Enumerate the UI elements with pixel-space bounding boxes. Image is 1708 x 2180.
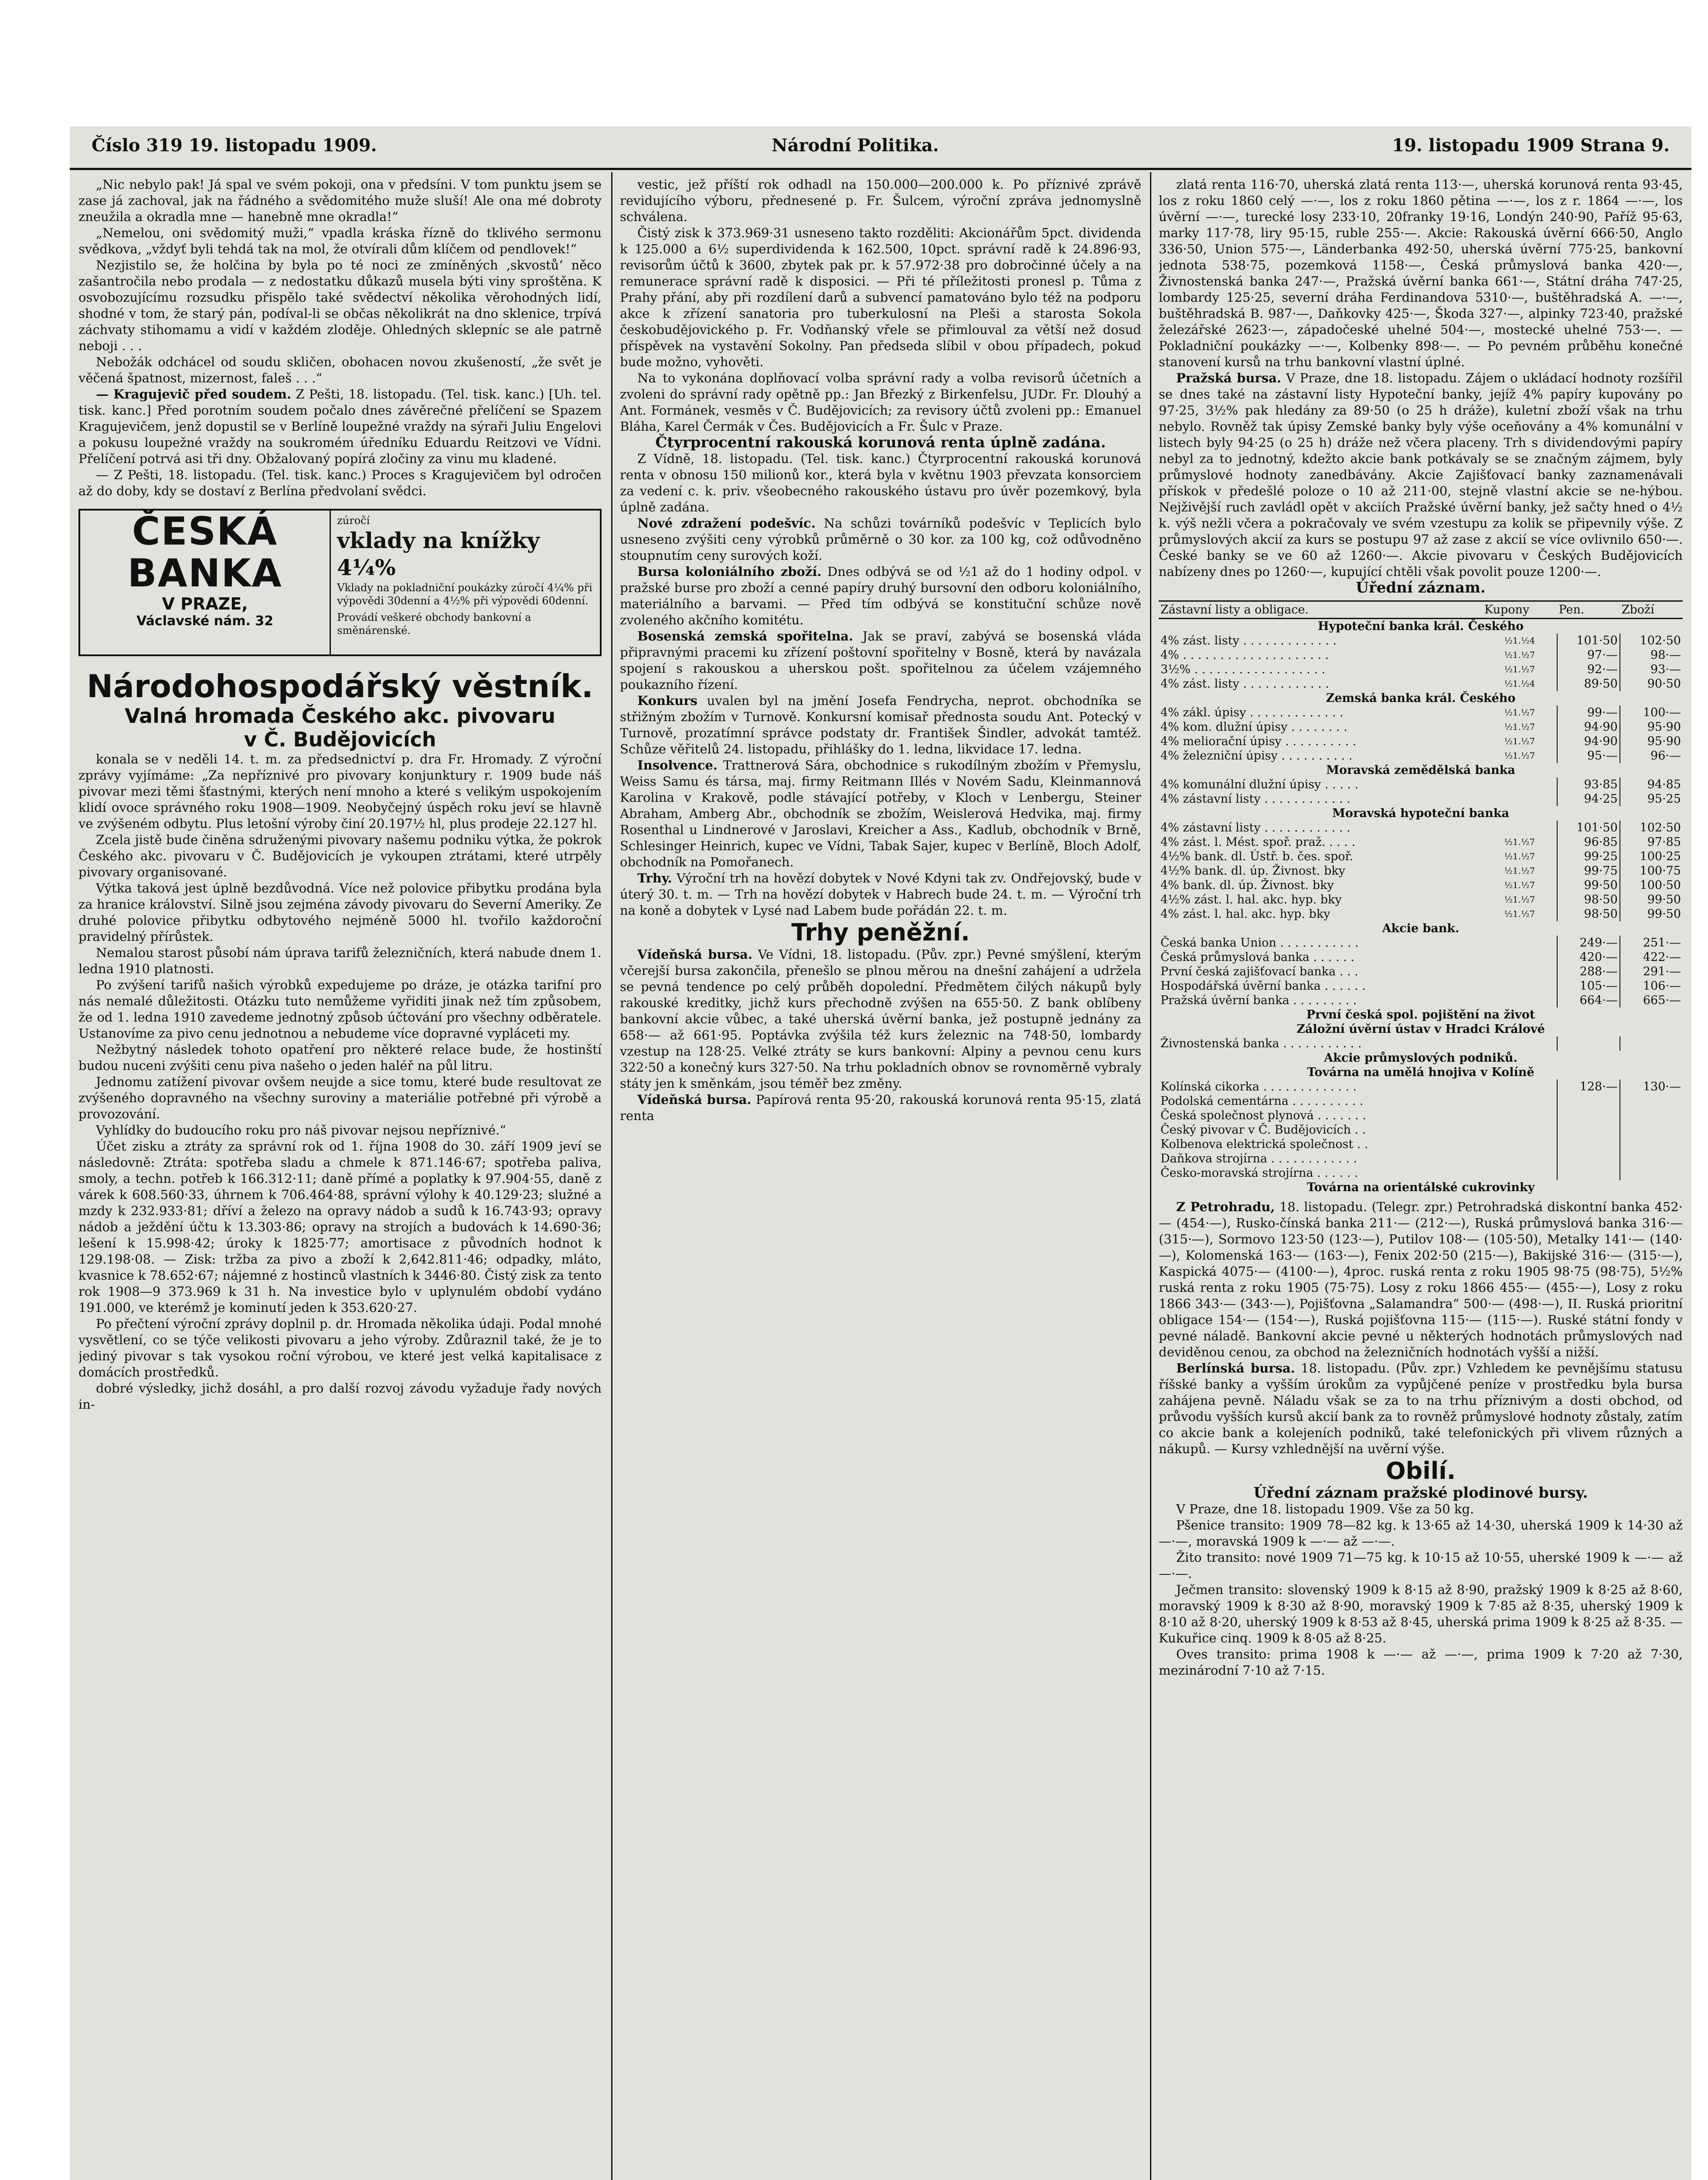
table-cell-value: 99·— <box>1557 705 1620 720</box>
table-cell-value: ½1.½7 <box>1504 865 1535 876</box>
table-cell-name: Pražská úvěrní banka . . . . . . . . . <box>1160 994 1357 1007</box>
news-text: — Z Pešti, 18. listopadu. (Tel. tisk. kanc.) Proces s Kragujevičem byl odročen až do doby, kdy se dostaví z Berlína předvolaní svědci. <box>78 467 602 498</box>
table-row <box>1159 821 1683 835</box>
news-heading: Pražská bursa. <box>1176 371 1282 385</box>
table-cell-value: 96·— <box>1620 749 1683 763</box>
page-number-date: 19. listopadu 1909 Strana 9. <box>1392 135 1670 156</box>
ad-line: Vklady na pokladniční poukázky zúročí 4¼% při výpovědi 30denní a 4½% při výpovědi 60denní. <box>337 582 592 607</box>
article-paragraph: Nemalou starost působí nám úprava tarifů železničních, která nabude dnem 1. ledna 1910 platnosti. <box>78 945 602 976</box>
table-cell-name: Záložní úvěrní ústav v Hradci Králové <box>1296 1022 1545 1036</box>
section-title: Obilí. <box>1385 1457 1456 1485</box>
section-title: Národohospodářský věstník. <box>87 668 593 705</box>
exchange-rates-table <box>1159 600 1683 1195</box>
table-cell-name: Česko-moravská strojírna . . . . . . <box>1160 1166 1358 1180</box>
table-cell-name: 4½% bank. dl. úp. Živnost. bky <box>1160 864 1345 878</box>
table-cell-value: 106·— <box>1620 979 1683 993</box>
table-row <box>1159 705 1683 720</box>
table-row <box>1159 1137 1683 1151</box>
article-paragraph: Ječmen transito: slovenský 1909 k 8·15 až 8·90, pražský 1909 k 8·25 až 8·60, moravský 1909 k 8·30 až 8·90, moravský 1909 k 7·85 až 8·35, uherský 1909 k 8·10 až 8·20, uherský 1909 k 8·53 až 8·45, uherská prima 1909 k 8·25 až 8·35. — Kukuřice cinq. 1909 k 8·05 až 8·25. <box>1159 1582 1683 1645</box>
table-cell-value: 420·— <box>1557 950 1620 964</box>
column-2 <box>620 177 1141 2180</box>
article-paragraph: Čistý zisk k 373.969·31 usneseno takto rozděliti: Akcionářům 5pct. dividenda k 125.000 a 6½ superdividenda k 162.500, 10pct. správní radě k 24.896·93, revisorům účtů k 3600, zbytek pak pr. k 57.972·38 pro dobročinné účely a na remunerace správní radě k disposici. — Při té příležitosti pronesl p. Tůma z Prahy přání, aby při rozdílení darů a subvencí pamatováno bylo též na podporu akce k zřízení sanatoria pro tuberkulosní na Pleši a starosta Sokola českobudějovického p. Fr. Vodňanský vřele se přimlouval za větší než dosud příspěvek na vystavění Sokolny. Pan předseda slíbil v obou případech, pokud bude možno, vyhověti. <box>620 225 1141 369</box>
table-row <box>1159 892 1683 907</box>
news-text: Z Pešti, 18. listopadu. (Tel. tisk. kanc.) [Uh. tel. tisk. kanc.] Před porotním soudem počalo dnes závěrečné přelíčení se Spazem Kragujevičem, jenž dopustil se v Berlíně loupežné vraždy na sýraři Juliu Engelovi a pokusu loupežné vraždy na soukromém úředníku Eduardu Reitzovi ve Vídni. Přelíčení potrvá asi tři dny. Obžalovaný popírá zločiny za vinu mu kladené. <box>78 387 602 466</box>
table-title: Úřední záznam. <box>1356 579 1486 596</box>
table-cell-value: 98·50 <box>1557 907 1620 921</box>
news-text: Na schůzi továrníků podešvíc v Teplicích bylo usneseno zvýšiti ceny výrobků průměrně o 30 kor. za 100 kg, což odůvodněno stoupnutím ceny surových koží. <box>620 516 1141 563</box>
table-cell-name: Hospodářská úvěrní banka . . . . . . <box>1160 979 1366 993</box>
news-heading: Vídeňská bursa. <box>637 1092 752 1107</box>
table-row <box>1159 1094 1683 1108</box>
table-header: Zboží <box>1620 601 1683 619</box>
table-cell-value: 97·— <box>1557 648 1620 662</box>
table-header: Zástavní listy a obligace. <box>1159 601 1483 619</box>
table-cell-value: 94·90 <box>1557 734 1620 749</box>
table-cell-value: 128·— <box>1557 1080 1620 1094</box>
news-text: Papírová renta 95·20, rakouská korunová renta 95·15, zlatá renta <box>620 1092 1141 1123</box>
article-paragraph: Žito transito: nové 1909 71—75 kg. k 10·15 až 10·55, uherské 1909 k —·— až —·—. <box>1159 1550 1683 1581</box>
table-cell-value: ½1.½7 <box>1504 664 1535 674</box>
news-text: Jak se praví, zabývá se bosenská vláda připravnými pracemi ku zřízení poštovní spořitelny v Bosně, která by navázala spojení s rakouskou a uherskou pošt. spořitelnou za účelem vzájemného poukazního řízení. <box>620 629 1141 692</box>
article-title: Úřední záznam pražské plodinové bursy. <box>1253 1484 1588 1502</box>
ad-line: zúročí <box>337 514 370 527</box>
table-row <box>1159 979 1683 993</box>
table-cell-name: 4% zástavní listy . . . . . . . . . . . . <box>1160 821 1351 835</box>
table-cell-name: 4% zást. l. hal. akc. hyp. bky <box>1160 907 1330 921</box>
table-cell-value: 95·90 <box>1620 734 1683 749</box>
page-header <box>92 135 1670 166</box>
table-cell-value: 98·50 <box>1557 892 1620 907</box>
article-paragraph: Na to vykonána doplňovací volba správní rady a volba revisorů účetních a zvoleni do správní rady opětně pp.: Jan Březký z Birkenfelsu, JUDr. Fr. Dlouhý a Ant. Formánek, vesměs v Č. Budějovicích; za revisory účtů zvoleni pp.: Emanuel Bláha, Karel Čermák v Čes. Budějovicích a Fr. Šulc v Praze. <box>620 371 1141 434</box>
table-row <box>1159 921 1683 936</box>
header-rule <box>70 168 1691 170</box>
table-cell-value: 249·— <box>1557 936 1620 950</box>
article-title: Valná hromada Českého akc. pivovaru <box>124 704 556 728</box>
table-row <box>1159 777 1683 792</box>
table-cell-value <box>1483 1036 1557 1051</box>
table-row <box>1159 763 1683 777</box>
article-subtitle: v Č. Budějovicích <box>244 728 436 751</box>
table-cell-value: 98·— <box>1620 648 1683 662</box>
news-heading: Berlínská bursa. <box>1176 1361 1295 1376</box>
table-cell-name: 4½% bank. dl. Ústř. b. čes. spoř. <box>1160 850 1354 863</box>
column-rule-1 <box>611 172 612 2180</box>
table-cell-value: 100·75 <box>1620 864 1683 878</box>
ad-text <box>331 511 600 654</box>
table-cell-name: Živnostenská banka . . . . . . . . . . . <box>1160 1037 1362 1050</box>
table-cell-value: 99·25 <box>1557 849 1620 864</box>
table-cell-name: 4% meliorační úpisy . . . . . . . . . . <box>1160 735 1357 748</box>
table-cell-value: ½1.½4 <box>1504 635 1535 646</box>
table-cell-value: 105·— <box>1557 979 1620 993</box>
table-row <box>1159 1022 1683 1036</box>
table-body <box>1159 619 1683 1195</box>
table-row <box>1159 648 1683 662</box>
news-text: Z Vídně, 18. listopadu. (Tel. tisk. kanc.) Čtyrprocentní rakouská korunová renta v obnosu 150 milionů kor., která byla v květnu 1903 převzata konsorciem za vedení c. k. priv. všeobecného rakouského ústavu pro úvěr pozemkový, byla úplně zadána. <box>620 451 1141 514</box>
table-cell-value: 664·— <box>1557 993 1620 1008</box>
table-cell-value: ½1.½7 <box>1504 880 1535 890</box>
article-paragraph: Nebožák odchácel od soudu skličen, obohacen novou zkušeností, „že svět je věčená špatnost, mizernost, faleš . . .“ <box>78 354 602 385</box>
news-heading: Konkurs <box>637 693 697 708</box>
news-text: Dnes odbývá se od ½1 až do 1 hodiny odpol. v pražské burse pro zboží a cenné papíry druhý bursovní den odboru koloniálního, materiálního a barvami. — Před tím odbývá se konstituční schůze nově zvoleného akčního komitétu. <box>620 564 1141 627</box>
table-cell-name: Zemská banka král. Českého <box>1326 691 1516 705</box>
logo-word-2: BANKA <box>127 551 282 596</box>
table-cell-name: První česká zajišťovací banka . . . <box>1160 965 1358 978</box>
table-cell-value: 94·25 <box>1557 792 1620 806</box>
table-cell-name: Akcie průmyslových podniků. <box>1324 1051 1517 1065</box>
table-cell-value <box>1557 1137 1620 1151</box>
table-cell-value: 89·50 <box>1557 677 1620 691</box>
logo-city: V PRAZE, <box>162 594 248 613</box>
table-cell-value: 93·— <box>1620 662 1683 677</box>
table-cell-value <box>1483 979 1557 993</box>
table-row <box>1159 734 1683 749</box>
article-paragraph: zlatá renta 116·70, uherská zlatá renta 113·—, uherská korunová renta 93·45, los z roku 1860 celý —·—, los z roku 1860 pětina —·—, los z r. 1864 —·—, los úvěrní —·—, turecké losy 233·10, 20franky 19·16, Londýn 240·90, Paříž 95·63, marky 117·78, liry 95·15, ruble 255·—. Akcie: Rakouská úvěrní 666·50, Anglo 336·50, Union 575·—, Länderbanka 492·50, uherská úvěrní 775·25, bankovní jednota 538·75, pozemková 1158·—, Česká průmyslová banka 420·—, Živnostenská banka 247·—, Pražská úvěrní banka 661·—, Státní dráha 747·25, lombardy 125·25, severní dráha Ferdinandova 5310·—, buštěhradská A. —·—, buštěhradská B. 987·—, Daňkovky 425·—, Škoda 327·—, alpinky 723·40, pražské železářské 2623·—, západočeské uhelné 504·—, mostecké uhelné 753·—. — Pokladniční poukázky —·—, Kolbenky 898·—. — Po pevném průběhu konečné stanovení kursů na trhu bankovní vlastní úplné. <box>1159 177 1683 369</box>
ad-headline: vklady na knížky 4¼% <box>337 528 540 580</box>
table-cell-value <box>1620 1094 1683 1108</box>
table-cell-name: Moravská zemědělská banka <box>1326 763 1515 777</box>
article-paragraph: Jednomu zatížení pivovar ovšem neujde a sice tomu, které bude resultovat ze zvýšeného dopravného na všechny suroviny a materiálie potřebné při výrobě a provozování. <box>78 1074 602 1121</box>
table-cell-value <box>1620 1166 1683 1180</box>
news-text: 18. listopadu. (Telegr. zpr.) Petrohradská diskontní banka 452·— (454·—), Rusko-čínská banka 211·— (212·—), Ruská průmyslová banka 316·— (315·—), Sormovo 123·50 (123·—), Putilov 108·— (105·50), Metalky 141·— (140·—), Kolomenská 163·— (163·—), Fenix 202·50 (215·—), Bakijské 316·— (315·—), Kaspická 4075·— (4100·—), 4proc. ruská renta z roku 1905 98·75 (98·75), 5½% ruská renta z roku 1905 (75·75). Losy z roku 1866 455·— (455·—), Losy z roku 1866 343·— (343·—), Pojišťovna „Salamandra“ 500·— (498·—), II. Ruská prioritní obligace 154·— (154·—), Ruská pojišťovna 115·— (115·—). Ruské státní fondy v pevné náladě. Bankovní akcie pevné u některých hodnotách průmyslových nad deviděnou cenou, za obchod na železničních hodnotách vyšší a nižší. <box>1159 1199 1683 1359</box>
ceska-banka-advertisement <box>78 509 602 656</box>
table-cell-value <box>1483 1151 1557 1166</box>
news-text: Ve Vídni, 18. listopadu. (Pův. zpr.) Pevné smýšlení, kterým včerejší bursa zakončila, přenešlo se plnou měrou na dnešní zahájení a udržela se pevná tendence po celý průběh dopolední. Předmětem čilých nákupů byly rakouské kreditky, jichž kurs přechodně zvýšen na 655·50. Z bank oblíbeny bankovní akcie vůbec, a také uherská úvěrní banka, jež postupně jednány za 658·— až 661·95. Poptávka zvýšila též kurs železnic na 748·50, lombardy vzestup na 128·25. Velké ztráty se kurs bankovní: Alpiny a pevnou cenu kurs 322·50 a konečný kurs 327·50. Na trhu pokladních obnov se rovnoměrně vybraly státy jen k směnkám, jsou téměř bez změny. <box>620 947 1141 1091</box>
article-paragraph: Oves transito: prima 1908 k —·— až —·—, prima 1909 k 7·20 až 7·30, mezinárodní 7·10 až 7·15. <box>1159 1647 1683 1678</box>
table-cell-name: 4% komunální dlužní úpisy . . . . . <box>1160 778 1359 791</box>
table-row <box>1159 662 1683 677</box>
masthead-title: Národní Politika. <box>772 135 939 156</box>
table-cell-value: ½1.½7 <box>1504 909 1535 919</box>
table-cell-value <box>1620 1036 1683 1051</box>
table-cell-name: 4% zást. listy . . . . . . . . . . . . <box>1160 677 1329 691</box>
table-row <box>1159 749 1683 763</box>
table-row <box>1159 1008 1683 1022</box>
table-cell-name: Kolínská cikorka . . . . . . . . . . . . . <box>1160 1080 1357 1093</box>
article-paragraph: vestic, jež příští rok odhadl na 150.000—200.000 k. Po příznivé zprávě revidujícího výboru, přednesené p. Fr. Šulcem, výroční zpráva jednomyslně schválena. <box>620 177 1141 224</box>
table-row <box>1159 1180 1683 1195</box>
table-cell-name: 4% zást. listy . . . . . . . . . . . . . <box>1160 634 1337 647</box>
table-row <box>1159 634 1683 648</box>
ad-line: Provádí veškeré obchody bankovní a směnárenské. <box>337 611 531 637</box>
article-paragraph: konala se v neděli 14. t. m. za předsednictví p. dra Fr. Hromady. Z výroční zprávy vyjímáme: „Za nepříznivé pro pivovary konjunktury r. 1909 bude náš pivovar mezi těmi šťastnými, kterých není mnoho a které s velikým uspokojením klidí ovoce správného roku 1908—1909. Neobyčejný úspěch roku jeví se hlavně ve zvýšeném odbytu. Plus letošní výroby činí 20.197½ hl, plus prodeje 22.127 hl. <box>78 752 602 831</box>
article-paragraph: Výtka taková jest úplně bezdůvodná. Více než polovice přibytku prodána byla za hranice království. Silně jsou zejména závody pivovaru do Severní Ameriky. Ze druhé polovice přibytku odbytového nejméně 5000 hl. tvořilo každoroční pravidelný přírůstek. <box>78 881 602 944</box>
table-row <box>1159 950 1683 964</box>
table-cell-value <box>1557 1108 1620 1123</box>
table-cell-value <box>1557 1094 1620 1108</box>
table-cell-value <box>1483 821 1557 835</box>
article-paragraph: Pšenice transito: 1909 78—82 kg. k 13·65 až 14·30, uherská 1909 k 14·30 až —·—, moravská 1909 k —·— až —·—. <box>1159 1518 1683 1549</box>
table-cell-value: ½1.½7 <box>1504 650 1535 660</box>
table-row <box>1159 849 1683 864</box>
table-cell-name: Česká společnost plynová . . . . . . . <box>1160 1109 1366 1122</box>
table-cell-value: 99·50 <box>1620 892 1683 907</box>
table-cell-value: 90·50 <box>1620 677 1683 691</box>
table-cell-name: Český pivovar v Č. Budějovicích . . <box>1160 1123 1366 1137</box>
section-title: Trhy peněžní. <box>791 919 970 946</box>
article-paragraph: Po přečtení výroční zprávy doplnil p. dr. Hromada několika údaji. Podal mnohé vysvětlení, co se týče velikosti pivovaru a jeho výroby. Zdůraznil také, že je to jediný pivovar s tak vysokou roční výrobou, ve které jest velká kapitalisace z domácích prostředků. <box>78 1316 602 1380</box>
table-row <box>1159 1151 1683 1166</box>
table-cell-value: 100·— <box>1620 705 1683 720</box>
table-cell-value: 102·50 <box>1620 821 1683 835</box>
table-cell-value: ½1.½7 <box>1504 851 1535 862</box>
table-cell-name: Továrna na umělá hnojiva v Kolíně <box>1307 1066 1534 1079</box>
bank-logo <box>80 511 331 654</box>
table-cell-name: 3½% . . . . . . . . . . . . . . . . . . <box>1160 663 1325 676</box>
column-3 <box>1159 177 1683 2180</box>
table-cell-value <box>1620 1151 1683 1166</box>
news-heading: Vídeňská bursa. <box>637 947 752 962</box>
table-cell-value: ½1.½7 <box>1504 894 1535 905</box>
news-heading: — Kragujevič před soudem. <box>96 387 292 402</box>
table-cell-value: 92·— <box>1557 662 1620 677</box>
article-paragraph: Po zvýšení tarifů našich výrobků expedujeme po dráze, je otázka tarifní pro nás nemalé důležitosti. Otázku tuto nemůžeme vyřiditi jinak než tím způsobem, že od 1. ledna 1910 zavedeme jednotný způsob účtování pro všechny odběratele. Ustanovíme za pivo cenu jednotnou a nebudeme více dopravné vypláceti my. <box>78 978 602 1041</box>
table-cell-value <box>1483 1108 1557 1123</box>
table-cell-name: 4½% zást. l. hal. akc. hyp. bky <box>1160 893 1342 906</box>
table-cell-name: 4% železniční úpisy . . . . . . . . . . <box>1160 749 1353 763</box>
table-row <box>1159 720 1683 734</box>
table-row <box>1159 1080 1683 1094</box>
table-cell-name: 4% . . . . . . . . . . . . . . . . . . . . <box>1160 648 1329 662</box>
column-rule-2 <box>1150 172 1151 2180</box>
table-cell-name: Daňkova strojírna . . . . . . . . . . . . <box>1160 1152 1357 1165</box>
table-cell-value: 96·85 <box>1557 835 1620 849</box>
newspaper-page <box>70 126 1691 2180</box>
table-row <box>1159 864 1683 878</box>
table-header: Pen. <box>1557 601 1620 619</box>
news-text: Výroční trh na hovězí dobytek v Nové Kdyni tak zv. Ondřejovský, bude v úterý 30. t. m. — Trh na hovězí dobytek v Habrech bude 24. t. m. — Výroční trh na koně a dobytek v Lysé nad Labem bude pořádán 22. t. m. <box>620 871 1141 918</box>
news-text: 18. listopadu. (Pův. zpr.) Vzhledem ke pevnějšímu statusu říšské banky a vyšším úrokům za vypůjčené peníze v prostředku byla bursa zahájena pevně. Náladu však se za to na trhu příznivým a dosti obchod, od průvodu vyšších kursů akcií bank za to rovněž průmyslové hodnoty zůstaly, zatím co akcie bank a kolejeních podniků, také telefonických při vlivem různých a nákupů. — Kursy vzhlednější na uvěrní výše. <box>1159 1361 1683 1456</box>
table-cell-value: 130·— <box>1620 1080 1683 1094</box>
table-cell-value: 251·— <box>1620 936 1683 950</box>
table-row <box>1159 1051 1683 1065</box>
table-row <box>1159 691 1683 705</box>
column-1 <box>78 177 602 2180</box>
article-paragraph: „Nemelou, oni svědomitý muži,“ vpadla kráska řízně do tklivého sermonu svědkova, „vždyť byli tehdá tak na mol, že otvírali dům klíčem od pendlovek!“ <box>78 225 602 256</box>
news-heading: Insolvence. <box>637 758 718 773</box>
table-cell-value: 94·90 <box>1557 720 1620 734</box>
news-heading: Trhy. <box>637 871 672 886</box>
table-cell-name: Kolbenova elektrická společnost . . <box>1160 1138 1368 1151</box>
table-cell-name: Akcie bank. <box>1382 922 1460 935</box>
table-cell-value <box>1483 1123 1557 1137</box>
table-cell-value <box>1557 1036 1620 1051</box>
news-text: Trattnerová Sára, obchodnice s rukodílným zbožím v Přemyslu, Weiss Samu és társa, maj. firmy Reitmann Illés v Novém Sadu, Kleinmannová Karolina v Krakově, podle stávající potřeby, v Kloch v Lenbergu, Steiner Abraham, Amberg Abr., obchodník se zbožím, Weislerová Hedvika, maj. firmy Rosenthal u Lindnerové v Jaroslavi, Kreicher a Ass., Kadlub, obchodník v Brně, Schlesinger Heinrich, kupec ve Vídni, Tabak Sajer, kupec v Berlíně, Bloch Adolf, obchodník na Pomořanech. <box>620 758 1141 869</box>
table-cell-name: Hypoteční banka král. Českého <box>1318 620 1524 633</box>
table-cell-value: 422·— <box>1620 950 1683 964</box>
table-row <box>1159 1065 1683 1080</box>
table-row <box>1159 907 1683 921</box>
table-cell-value: 95·— <box>1557 749 1620 763</box>
table-cell-value <box>1620 1108 1683 1123</box>
table-cell-name: Podolská cementárna . . . . . . . . . . <box>1160 1094 1364 1108</box>
table-cell-value: ½1.½4 <box>1504 678 1535 689</box>
table-cell-name: 4% zákl. úpisy . . . . . . . . . . . . . <box>1160 706 1344 719</box>
table-row <box>1159 619 1683 634</box>
news-heading: Bursa koloniálního zboží. <box>637 564 822 579</box>
table-cell-value <box>1557 1166 1620 1180</box>
table-cell-value: ½1.½7 <box>1504 722 1535 732</box>
table-cell-value: 101·50 <box>1557 821 1620 835</box>
table-cell-value <box>1483 1137 1557 1151</box>
news-heading: Nové zdražení podešvíc. <box>637 516 816 531</box>
news-text: V Praze, dne 18. listopadu. Zájem o ukládací hodnoty rozšířil se dnes také na zástavní listy Hypoteční banky, jejíž 4% papíry kupovány po 97·25, 3½% pak hledány za 89·50 (o 25 h dráže), kuletní zboží však na trhu nebylo. Rovněž tak úpisy Zemské banky byly výše oceňovány a 4% komunální v listech byly 94·25 (o 25 h) dráže než včera placeny. Trh s dividendovými papíry nebyl za to jednotný, kdežto akcie bank potkávaly se se značným zájmem, byly průmyslové hodnoty zanedbávány. Akcie Zajišťovací banky zaznamenávali přískok v předešlé poloze o 10 až 211·00, stejně vlastní akcie se ne-hýbou. Nejživější ruch zavládl opět v akciích Pražské úvěrní banky, jež sačty hned o 4½ k. výš nežli včera a pokračovaly ve svém vzestupu za kolik se připevnily výše. Z průmyslových akcií za kurs se postupu 97 až zase z akcií se více ovlivnilo 650·—. České banky se ve 60 až 1260·—. Akcie pivovaru v Českých Budějovicích nabízeny dnes po 1260·—, kupující chtěli však povolit pouze 1200·—. <box>1159 371 1683 579</box>
issue-number-date: Číslo 319 19. listopadu 1909. <box>92 135 377 156</box>
news-heading: Z Petrohradu, <box>1176 1199 1275 1214</box>
table-row <box>1159 878 1683 892</box>
table-row <box>1159 993 1683 1008</box>
article-paragraph: Zcela jistě bude činěna sdruženými pivovary našemu podniku výtka, že pokrok Českého akc. pivovaru v Č. Budějovicích je vykoupen ztrátami, které utrpěly pivovary organisované. <box>78 832 602 879</box>
table-cell-value: 99·50 <box>1557 878 1620 892</box>
table-row <box>1159 677 1683 691</box>
table-row <box>1159 1108 1683 1123</box>
article-paragraph: Účet zisku a ztráty za správní rok od 1. října 1908 do 30. září 1909 jeví se následovně: Ztráta: spotřeba sladu a chmele k 871.146·67; spotřeba paliva, smoly, a techn. potřeb k 166.312·11; daně přímé a poplatky k 97.904·55, daně z várek k 608.560·33, úhrnem k 706.464·88, správní výlohy k 40.129·23; služné a mzdy k 232.933·81; dříví a železo na opravy nádob a sudů k 16.743·93; opravy nádob a ježdění účtu k 13.303·86; opravy na strojích a budovách k 14.690·36; lešení k 15.998·42; úroky k 1825·77; amortisace z původních hodnot k 129.198·08. — Zisk: tržba za pivo a zboží k 2,642.811·46; odpadky, mláto, kvasnice k 78.652·67; nájemné z hostinců vlastních k 3446·80. Čistý zisk za tento rok 1908—9 373.969 k 31 h. Na investice bylo v uplynulém období vydáno 191.000, ve kterémž je kominutí jeden k 353.620·27. <box>78 1139 602 1315</box>
table-cell-name: Česká banka Union . . . . . . . . . . . <box>1160 936 1359 950</box>
table-cell-value <box>1620 1123 1683 1137</box>
table-row <box>1159 806 1683 821</box>
article-paragraph: „Nic nebylo pak! Já spal ve svém pokoji, ona v předsíni. V tom punktu jsem se zase já zachoval, jak na řádného a svědomitého muže sluší! Ale ona mé dobroty zneužila a okradla mne — hanebně mne okradla!“ <box>78 177 602 224</box>
table-cell-value: 94·85 <box>1620 777 1683 792</box>
article-paragraph: dobré výsledky, jichž dosáhl, a pro další rozvoj závodu vyžaduje řady nových in- <box>78 1381 602 1412</box>
table-cell-value <box>1483 964 1557 979</box>
table-row <box>1159 936 1683 950</box>
table-header: Kupony <box>1483 601 1557 619</box>
table-cell-value <box>1483 792 1557 806</box>
table-cell-value: 99·75 <box>1557 864 1620 878</box>
table-cell-value <box>1483 1080 1557 1094</box>
table-cell-value: 95·90 <box>1620 720 1683 734</box>
table-cell-value: 97·85 <box>1620 835 1683 849</box>
table-row <box>1159 1123 1683 1137</box>
table-cell-value: ½1.½7 <box>1504 837 1535 847</box>
table-row <box>1159 1166 1683 1180</box>
table-cell-name: 4% zástavní listy . . . . . . . . . . . . <box>1160 792 1351 806</box>
table-cell-value: 93·85 <box>1557 777 1620 792</box>
table-row <box>1159 964 1683 979</box>
table-cell-value <box>1483 993 1557 1008</box>
article-paragraph: V Praze, dne 18. listopadu 1909. Vše za 50 kg. <box>1176 1502 1474 1516</box>
article-paragraph: Nežbytný následek tohoto opatření pro některé relace bude, že hostinští budou nuceni zvýšiti cenu piva našeho o jeden haléř na půl litru. <box>78 1042 602 1073</box>
news-heading: Čtyrprocentní rakouská korunová renta úplně zadána. <box>655 434 1106 451</box>
table-cell-value <box>1557 1151 1620 1166</box>
news-heading: Bosenská zemská spořitelna. <box>637 629 854 644</box>
table-cell-name: Moravská hypoteční banka <box>1332 807 1509 820</box>
table-cell-value: ½1.½7 <box>1504 750 1535 761</box>
table-cell-value: 291·— <box>1620 964 1683 979</box>
table-cell-value <box>1483 936 1557 950</box>
article-paragraph: Vyhlídky do budoucího roku pro náš pivovar nejsou nepříznivé.“ <box>96 1123 506 1138</box>
table-cell-value <box>1483 950 1557 964</box>
table-cell-name: 4% kom. dlužní úpisy . . . . . . . . <box>1160 720 1347 734</box>
table-row <box>1159 835 1683 849</box>
table-cell-value <box>1483 777 1557 792</box>
table-cell-value <box>1483 1166 1557 1180</box>
table-cell-value: 288·— <box>1557 964 1620 979</box>
table-cell-value <box>1557 1123 1620 1137</box>
table-row <box>1159 792 1683 806</box>
table-cell-name: 4% zást. l. Mést. spoř. praž. . . . . <box>1160 835 1356 849</box>
table-cell-value: ½1.½7 <box>1504 707 1535 718</box>
table-row <box>1159 1036 1683 1051</box>
logo-word-1: ČESKÁ <box>132 509 278 554</box>
table-cell-value: 99·50 <box>1620 907 1683 921</box>
table-cell-value: 665·— <box>1620 993 1683 1008</box>
table-cell-value: 95·25 <box>1620 792 1683 806</box>
table-cell-value <box>1620 1137 1683 1151</box>
table-cell-name: Česká průmyslová banka . . . . . . <box>1160 950 1354 964</box>
table-cell-value: ½1.½7 <box>1504 736 1535 746</box>
table-cell-value: 100·50 <box>1620 878 1683 892</box>
table-cell-name: Továrna na orientálské cukrovinky <box>1307 1181 1535 1194</box>
table-cell-value: 102·50 <box>1620 634 1683 648</box>
table-cell-value: 100·25 <box>1620 849 1683 864</box>
table-cell-name: První česká spol. pojištění na život <box>1306 1008 1535 1022</box>
logo-address: Václavské nám. 32 <box>136 613 274 629</box>
table-cell-value: 101·50 <box>1557 634 1620 648</box>
table-cell-value <box>1483 1094 1557 1108</box>
news-text: uvalen byl na jmění Josefa Fendrychа, neprot. obchodníka se střižným zbožím v Turnově. Konkursní komisař přednosta soudu Ant. Potecký v Turnově, prozatímní správce podstaty dr. František Šindler, advokát tamtéž. Schůze věřitelů 24. listopadu, přihlášky do 1. ledna, likvidace 17. ledna. <box>620 693 1141 756</box>
table-cell-name: 4% bank. dl. úp. Živnost. bky <box>1160 879 1334 892</box>
article-paragraph: Nezjistilo se, že holčina by byla po té noci ze zmíněných ‚skvostů‘ něco zašantročila nebo prodala — z nedostatku důkazů musela býti viny sproštěna. K osvobozujícímu rozsudku přispělo také svědectví několika věrohodných lidí, shodné v tom, že starý pán, podíval-li se občas několikrát na dno sklenice, trpívá záchvaty stihomamu a vidí v každém zloděje. Ohledných sklepníc se ale patrně neboji . . . <box>78 258 602 353</box>
